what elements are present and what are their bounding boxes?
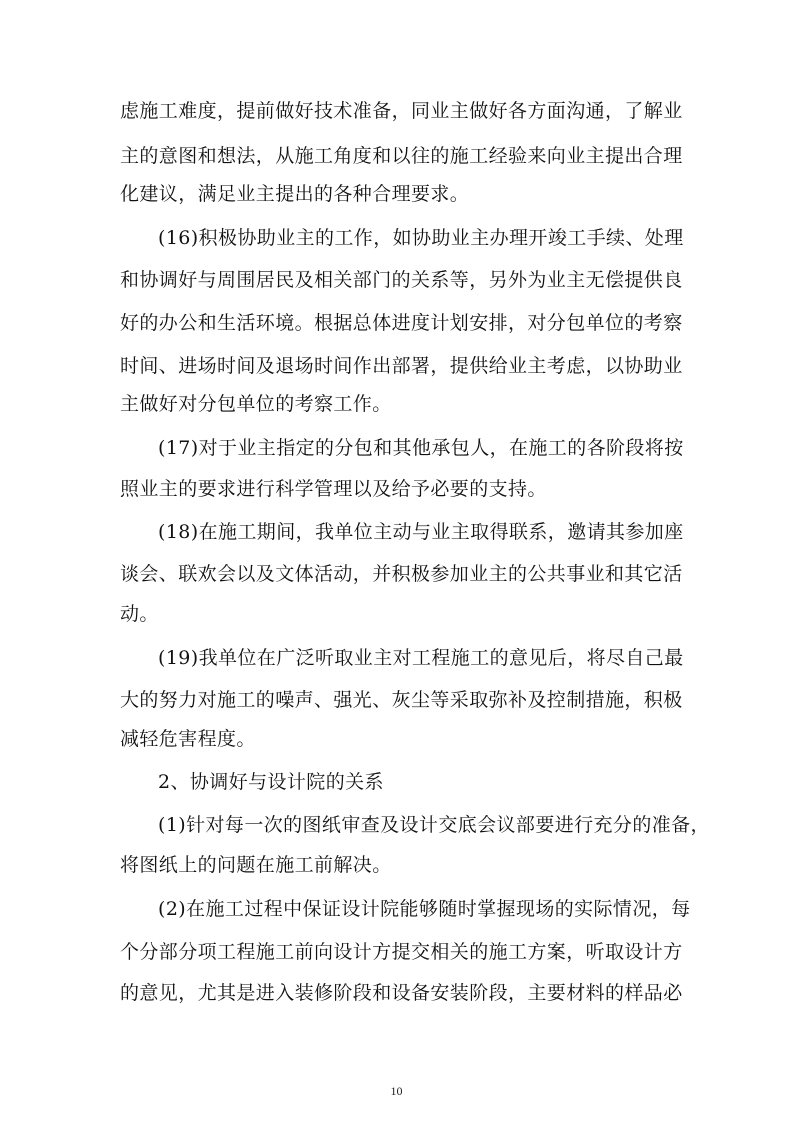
paragraph-line: 化建议，满足业主提出的各种合理要求。 <box>120 183 470 205</box>
paragraph-line: 的意见，尤其是进入装修阶段和设备安装阶段，主要材料的样品必 <box>120 982 683 1004</box>
paragraph-line: 将图纸上的问题在施工前解决。 <box>120 854 392 876</box>
paragraph-line: 谈会、联欢会以及文体活动，并积极参加业主的公共事业和其它活 <box>120 563 683 585</box>
paragraph-line: 好的办公和生活环境。根据总体进度计划安排，对分包单位的考察 <box>120 312 683 334</box>
section-heading: 2、协调好与设计院的关系 <box>158 771 384 793</box>
paragraph-line: 主的意图和想法，从施工角度和以往的施工经验来向业主提出合理 <box>120 145 683 167</box>
paragraph-line: (19)我单位在广泛听取业主对工程施工的意见后，将尽自己最 <box>158 647 684 669</box>
paragraph-line: 照业主的要求进行科学管理以及给予必要的支持。 <box>120 478 547 500</box>
paragraph-line: 动。 <box>120 603 159 625</box>
paragraph-line: (16)积极协助业主的工作，如协助业主办理开竣工手续、处理 <box>158 227 684 249</box>
paragraph-line: (2)在施工过程中保证设计院能够随时掌握现场的实际情况，每 <box>158 898 691 920</box>
paragraph-line: 个分部分项工程施工前向设计方提交相关的施工方案，听取设计方 <box>120 941 683 963</box>
paragraph-line: 主做好对分包单位的考察工作。 <box>120 393 392 415</box>
page-number: 10 <box>390 1084 403 1098</box>
paragraph-line: 大的努力对施工的噪声、强光、灰尘等采取弥补及控制措施，积极 <box>120 689 683 711</box>
paragraph-line: 时间、进场时间及退场时间作出部署，提供给业主考虑，以协助业 <box>120 355 683 377</box>
paragraph-line: 虑施工难度，提前做好技术准备，同业主做好各方面沟通，了解业 <box>120 100 683 122</box>
paragraph-line: 和协调好与周围居民及相关部门的关系等，另外为业主无偿提供良 <box>120 269 683 291</box>
paragraph-line: (17)对于业主指定的分包和其他承包人，在施工的各阶段将按 <box>158 437 684 459</box>
paragraph-line: (1)针对每一次的图纸审查及设计交底会议部要进行充分的准备， <box>158 814 710 836</box>
paragraph-line: 减轻危害程度。 <box>120 728 256 750</box>
paragraph-line: (18)在施工期间，我单位主动与业主取得联系，邀请其参加座 <box>158 521 684 543</box>
